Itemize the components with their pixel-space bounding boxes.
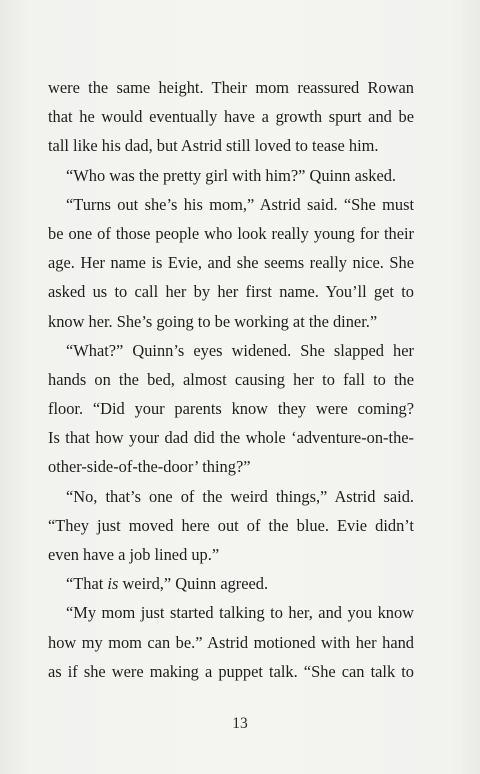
text-segment: “That	[66, 574, 108, 594]
text-line: know her. She’s going to be working at the diner.”	[48, 311, 378, 331]
text-line: “Turns out she’s his mom,” Astrid said. “She must	[66, 194, 414, 214]
text-line: asked us to call her by her first name. You’ll get to	[48, 282, 414, 302]
text-line: “My mom just started talking to her, and you know	[66, 603, 414, 623]
page-number: 13	[232, 715, 248, 732]
text-line: hands on the bed, almost causing her to fall to the	[48, 369, 414, 389]
text-segment: weird,” Quinn agreed.	[118, 574, 269, 594]
text-line: Is that how your dad did the whole ‘adventure-on-the-	[48, 428, 414, 448]
text-line: floor. “Did your parents know they were coming?	[48, 399, 414, 419]
body-text	[48, 73, 414, 686]
text-line: “They just moved here out of the blue. Evie didn’t	[48, 515, 414, 535]
text-line: even have a job lined up.”	[48, 545, 220, 564]
emphasis-text: is	[107, 574, 119, 594]
text-line: “What?” Quinn’s eyes widened. She slapped her	[66, 340, 414, 360]
text-line: “Who was the pretty girl with him?” Quinn asked.	[66, 165, 397, 185]
text-line: “No, that’s one of the weird things,” Astrid said.	[66, 486, 414, 506]
text-line: how my mom can be.” Astrid motioned with her hand	[48, 632, 414, 652]
text-line: age. Her name is Evie, and she seems really nice. She	[48, 253, 414, 273]
text-line: be one of those people who look really young for their	[48, 223, 414, 243]
text-line	[48, 569, 414, 598]
text-line: were the same height. Their mom reassured Rowan	[48, 78, 414, 97]
text-line: as if she were making a puppet talk. “She can talk to	[48, 661, 414, 681]
text-line: that he would eventually have a growth spurt and be	[48, 107, 414, 127]
text-line: other-side-of-the-door’ thing?”	[48, 457, 251, 477]
text-line: tall like his dad, but Astrid still loved to tease him.	[48, 136, 379, 156]
